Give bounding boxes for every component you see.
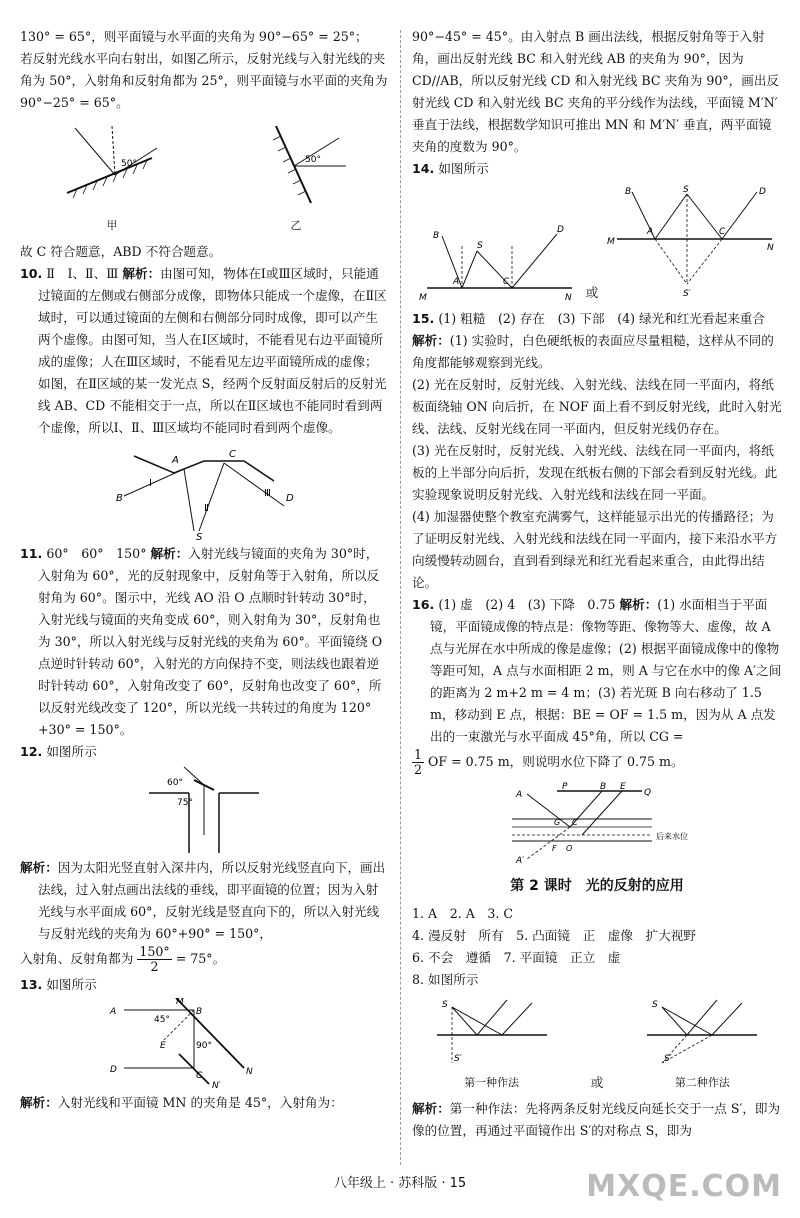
right-column bbox=[412, 26, 782, 1142]
figure-9a bbox=[57, 118, 167, 237]
svg-text:S: S bbox=[476, 241, 483, 251]
svg-text:90°: 90° bbox=[196, 1041, 212, 1051]
figure-9-conclusion: 故 C 符合题意，ABD 不符合题意。 bbox=[20, 244, 222, 259]
analysis-label: 解析： bbox=[122, 266, 161, 281]
figure-8b-diagram bbox=[642, 995, 762, 1065]
figure-caption-jia: 甲 bbox=[106, 219, 118, 232]
svg-text:C: C bbox=[229, 449, 236, 460]
svg-text:Q: Q bbox=[644, 788, 652, 798]
fraction bbox=[137, 945, 171, 974]
svg-text:Ⅰ: Ⅰ bbox=[149, 478, 152, 489]
answer-text: 60° 60° 150° bbox=[46, 546, 147, 561]
analysis-label: 解析： bbox=[412, 333, 450, 348]
figure-8a bbox=[432, 995, 552, 1094]
intro-line: 130° = 65°，则平面镜与水平面的夹角为 90°−65° = 25°； bbox=[20, 29, 368, 44]
svg-text:S: S bbox=[683, 185, 690, 195]
answer-text: (1) 虚 (2) 4 (3) 下降 0.75 bbox=[438, 597, 616, 612]
question-number: 16. bbox=[412, 597, 435, 612]
analysis-label: 解析： bbox=[150, 546, 189, 561]
svg-text:A: A bbox=[647, 227, 654, 237]
svg-text:D: D bbox=[759, 187, 767, 197]
svg-text:C: C bbox=[572, 818, 578, 827]
svg-text:F: F bbox=[552, 844, 557, 853]
svg-text:Ⅱ: Ⅱ bbox=[204, 503, 209, 514]
analysis-text: (1) 实验时，白色硬纸板的表面应尽量粗糙，这样从不同的角度都能够观察到光线。 bbox=[412, 333, 774, 370]
figure-8b bbox=[642, 995, 762, 1094]
svg-text:C: C bbox=[719, 227, 726, 237]
question-12-tail bbox=[20, 945, 388, 974]
analysis-text: (1) 水面相当于平面镜，平面镜成像的特点是：像物等距、像物等大、虚像，故 A 点与光屏在水中所成的像是虚像；(2) 根据平面镜成像中的像物等距可知，A 点与水面相距 2 m，则 A 与它在水中的像 A′之间的距离为 2 m+2 m = 4 m；(3) 若光斑 B 向右移动了 1.5 m，移动到 E 点，根据：BE = OF = 1.5 m，因为从 A 点发出的一束激光与水平面成 45°角，所以 CG = bbox=[430, 597, 782, 744]
analysis-label: 解析： bbox=[412, 1101, 450, 1116]
svg-text:N: N bbox=[246, 1067, 253, 1077]
question-number: 10. bbox=[20, 266, 43, 281]
svg-text:75°: 75° bbox=[177, 798, 193, 808]
analysis-paragraph-3: (3) 光在反射时，反射光线、入射光线、法线在同一平面内，将纸板的上半部分向后折，发现在纸板右侧的下部会看到反射光线。此实验现象说明反射光线、入射光线和法线在同一平面。 bbox=[412, 443, 778, 502]
answer-text: 如图所示 bbox=[438, 161, 489, 176]
answers-4-5: 4. 漫反射 所有 5. 凸面镜 正 虚像 扩大视野 bbox=[412, 928, 696, 943]
question-number: 11. bbox=[20, 546, 43, 561]
question-14 bbox=[412, 158, 782, 180]
svg-text:45°: 45° bbox=[154, 1015, 170, 1025]
figure-9 bbox=[20, 118, 388, 237]
question-13-analysis bbox=[20, 1092, 388, 1114]
svg-text:50°: 50° bbox=[121, 159, 137, 169]
svg-text:60°: 60° bbox=[167, 778, 183, 788]
svg-text:N′: N′ bbox=[212, 1081, 221, 1090]
tail-text: 入射角、反射角都为 bbox=[20, 951, 134, 966]
tail-text: OF = 0.75 m，则说明水位下降了 0.75 m。 bbox=[428, 754, 684, 769]
figure-14b bbox=[607, 184, 777, 304]
fraction-numerator: 150° bbox=[139, 944, 170, 959]
watermark: MXQE.COM bbox=[586, 1169, 782, 1204]
figure-8 bbox=[412, 995, 782, 1094]
svg-text:G: G bbox=[554, 818, 561, 827]
fraction bbox=[412, 748, 424, 777]
fraction-denominator: 2 bbox=[414, 762, 423, 777]
figure-10 bbox=[104, 441, 304, 541]
svg-text:P: P bbox=[562, 782, 568, 792]
svg-text:S: S bbox=[196, 532, 203, 541]
figure-9b bbox=[241, 118, 351, 237]
intro-paragraph: 若反射光线水平向右射出，如图乙所示，反射光线与入射光线的夹角为 50°，入射角和反射角都为 25°，则平面镜与水平面的夹角为 90°−25° = 65°。 bbox=[20, 51, 388, 110]
svg-text:B: B bbox=[600, 782, 607, 792]
question-12 bbox=[20, 741, 388, 763]
svg-text:D: D bbox=[556, 225, 564, 235]
svg-text:A: A bbox=[452, 277, 459, 287]
analysis-paragraph-4: (4) 加湿器使整个教室充满雾气，这样能显示出光的传播路径；为了证明反射光线、入射光线和法线在同一平面内，接下来沿水平方向缓慢转动圆台，直到看到绿光和红光看起来重合，由此得出结论。 bbox=[412, 509, 778, 590]
figure-caption-yi: 乙 bbox=[290, 219, 302, 232]
analysis-text: 因为太阳光竖直射入深井内，所以反射光线竖直向下，画出法线，过入射点画出法线的垂线，即平面镜的位置；因为入射光线与水平面成 60°，反射光线是竖直向下的，所以入射光线与反射光线的夹角为 60°+90° = 150°， bbox=[38, 860, 386, 941]
question-13-continued: 90°−45° = 45°。由入射点 B 画出法线，根据反射角等于入射角，画出反射光线 BC 和入射光线 AB 的夹角为 90°，因为 CD//AB，所以反射光线 CD 和入射光线 BC 夹角为 90°，画出反射光线 CD 和入射光线 BC 夹角的平分线作为法线，平面镜 M′N′ 垂直于法线，根据数学知识可推出 MN 和 M′N′ 垂直，两平面镜夹角的度数为 90°。 bbox=[412, 29, 780, 154]
question-13 bbox=[20, 974, 388, 996]
svg-text:Ⅲ: Ⅲ bbox=[264, 488, 271, 499]
svg-text:50°: 50° bbox=[305, 155, 321, 165]
question-12-analysis bbox=[20, 857, 388, 945]
question-8-analysis bbox=[412, 1098, 782, 1142]
mirror-diagram-jia bbox=[57, 118, 167, 208]
question-10 bbox=[20, 263, 388, 439]
analysis-text: 第一种作法：先将两条反射光线反向延长交于一点 S′，即为像的位置，再通过平面镜作出 S′的对称点 S，即为 bbox=[412, 1101, 781, 1138]
analysis-label: 解析： bbox=[619, 597, 658, 612]
analysis-text: 入射光线和平面镜 MN 的夹角是 45°，入射角为： bbox=[57, 1095, 343, 1110]
question-number: 13. bbox=[20, 977, 43, 992]
svg-text:N: N bbox=[767, 243, 775, 253]
svg-text:A: A bbox=[110, 1007, 117, 1017]
svg-text:S′: S′ bbox=[683, 289, 692, 299]
or-text: 或 bbox=[585, 285, 599, 300]
analysis-text: 入射光线与镜面的夹角为 30°时，入射角为 60°，光的反射现象中，反射角等于入射角，所以反射角为 60°。图示中，光线 AO 沿 O 点顺时针转动 30°时，入射光线与镜面的夹角变成 60°，则入射角为 30°，反射角也为 30°，所以入射光线与反射光线的夹角为 60°。平面镜绕 O 点逆时针转动 60°，入射光的方向保持不变，则法线也跟着逆时针转动 60°，入射角改变了 60°，反射角也改变了 60°，所以反射光线改变了 120°，所以光线一共转过的角度为 120°+30° = 150°。 bbox=[38, 546, 383, 737]
analysis-text: 由图可知，物体在Ⅰ或Ⅲ区域时，只能通过镜面的左侧或右侧部分成像，即物体只能成一个虚像，在Ⅱ区域时，可以通过镜面的左侧和右侧部分同时成像，即可以产生两个虚像。由图可知，当人在Ⅰ区域时，不能看见右边平面镜所成的虚像；人在Ⅲ区域时，不能看见左边平面镜所成的虚像；如图，在Ⅱ区域的某一发光点 S，经两个反射面反射后的反射光线 AB、CD 不能相交于一点，所以在Ⅱ区域也不能同时看到两个虚像，所以Ⅰ、Ⅱ、Ⅲ区域均不能同时看到两个虚像。 bbox=[38, 266, 387, 435]
analysis-label: 解析： bbox=[20, 860, 58, 875]
svg-text:A: A bbox=[172, 455, 179, 466]
svg-text:O: O bbox=[566, 844, 573, 853]
answers-6-7: 6. 不会 遵循 7. 平面镜 正立 虚 bbox=[412, 950, 621, 965]
answer-text: Ⅱ Ⅰ、Ⅱ、Ⅲ bbox=[46, 266, 119, 281]
figure-13 bbox=[104, 998, 304, 1090]
fraction-numerator: 1 bbox=[414, 747, 423, 762]
svg-text:S: S bbox=[652, 1000, 659, 1010]
figure-14a bbox=[417, 216, 577, 304]
question-number: 15. bbox=[412, 311, 435, 326]
section-title: 第 2 课时 光的反射的应用 bbox=[510, 878, 684, 894]
svg-text:C: C bbox=[502, 277, 509, 287]
svg-text:后来水位: 后来水位 bbox=[656, 832, 688, 841]
answer-8: 8. 如图所示 bbox=[412, 972, 479, 987]
question-15-analysis bbox=[412, 330, 782, 374]
tail-text-end: = 75°。 bbox=[175, 951, 226, 966]
svg-text:A: A bbox=[516, 790, 523, 800]
mirror-diagram-yi bbox=[241, 118, 351, 208]
svg-text:S′: S′ bbox=[664, 1054, 673, 1064]
analysis-label: 解析： bbox=[20, 1095, 58, 1110]
svg-text:S′: S′ bbox=[453, 1054, 462, 1064]
question-11 bbox=[20, 543, 388, 741]
figure-14 bbox=[412, 184, 782, 304]
svg-text:B: B bbox=[432, 231, 439, 241]
analysis-paragraph-2: (2) 光在反射时，反射光线、入射光线、法线在同一平面内，将纸板面绕轴 ON 向后折，在 NOF 面上看不到反射光线，此时入射光线、法线、反射光线在同一平面内，但反射光线仍存在。 bbox=[412, 377, 782, 436]
figure-caption-8a: 第一种作法 bbox=[464, 1076, 520, 1089]
svg-text:M: M bbox=[176, 998, 184, 1007]
question-number: 14. bbox=[412, 161, 435, 176]
left-column bbox=[20, 26, 388, 1114]
column-divider bbox=[400, 30, 401, 1165]
answer-text: 如图所示 bbox=[46, 744, 97, 759]
figure-8a-diagram bbox=[432, 995, 552, 1065]
svg-text:C: C bbox=[196, 1071, 203, 1081]
figure-caption-8b: 第二种作法 bbox=[674, 1076, 730, 1089]
answers-1-3: 1. A 2. A 3. C bbox=[412, 906, 514, 921]
question-15 bbox=[412, 308, 782, 330]
figure-16 bbox=[502, 779, 692, 867]
svg-text:E: E bbox=[620, 782, 626, 792]
svg-text:M: M bbox=[607, 237, 616, 247]
or-text: 或 bbox=[590, 1075, 604, 1090]
svg-text:E: E bbox=[160, 1041, 166, 1051]
svg-text:M: M bbox=[418, 293, 427, 303]
question-number: 12. bbox=[20, 744, 43, 759]
svg-text:N: N bbox=[564, 293, 572, 303]
answer-text: (1) 粗糙 (2) 存在 (3) 下部 (4) 绿光和红光看起来重合 bbox=[438, 311, 765, 326]
figure-12 bbox=[149, 765, 259, 855]
svg-text:B: B bbox=[196, 1007, 203, 1017]
svg-text:S: S bbox=[441, 1000, 448, 1010]
question-16 bbox=[412, 594, 782, 748]
fraction-denominator: 2 bbox=[150, 959, 159, 974]
answer-text: 如图所示 bbox=[46, 977, 97, 992]
svg-text:B: B bbox=[116, 493, 123, 504]
svg-text:A′: A′ bbox=[516, 856, 525, 866]
svg-text:D: D bbox=[110, 1065, 117, 1075]
svg-text:B: B bbox=[625, 187, 632, 197]
page-footer: 八年级上 · 苏科版 · 15 bbox=[333, 1176, 467, 1191]
svg-text:D: D bbox=[286, 493, 294, 504]
question-16-tail bbox=[412, 748, 782, 777]
